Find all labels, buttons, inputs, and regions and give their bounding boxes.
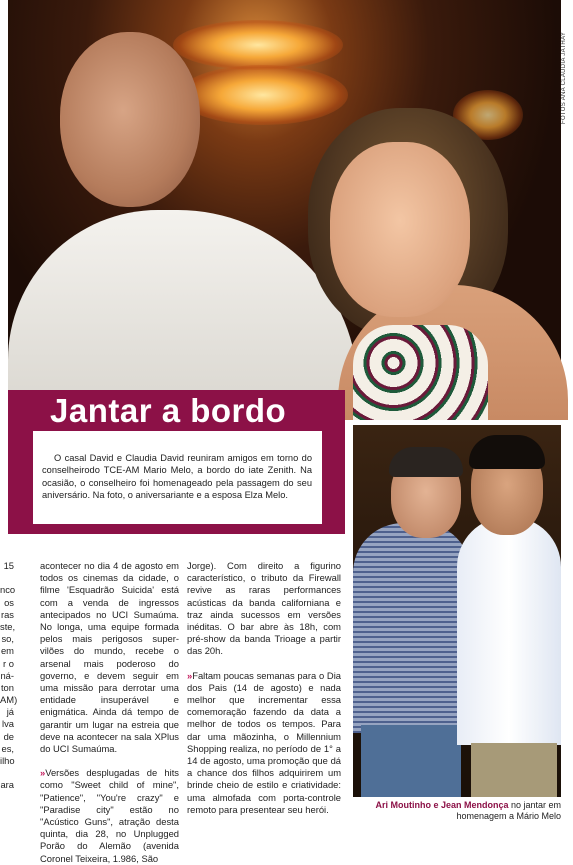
chandelier-light bbox=[173, 20, 343, 70]
fragment-line: ná- bbox=[0, 669, 14, 681]
fragment-line: lva bbox=[2, 718, 14, 730]
fragment-line bbox=[0, 572, 14, 584]
photo-credit: FOTOS ANA CLAUDIA JATHAY bbox=[561, 31, 567, 124]
fragment-line: 15 bbox=[3, 560, 14, 571]
man1-shirt bbox=[353, 523, 471, 733]
caption-names: Ari Moutinho e Jean Mendonça bbox=[375, 800, 509, 810]
previous-column-fragment bbox=[0, 560, 18, 792]
fragment-line: ara bbox=[0, 779, 14, 791]
caption-rest: no jantar em homenagem a Mário Melo bbox=[456, 800, 561, 821]
fragment-line: ste, bbox=[0, 620, 16, 632]
fragment-line: já bbox=[6, 706, 14, 718]
photo-caption: O casal David e Claudia David reuniram amigos em torno do conselheirodo TCE-AM Mario Melo, a bordo do iate Zenith. Na ocasião, o conselheiro foi homenageado pela passagem do seu aniversário. Na foto, o aniversariante e a esposa Elza Melo. bbox=[42, 453, 312, 500]
arrow-icon: » bbox=[40, 767, 46, 779]
fragment-line: ras bbox=[0, 608, 14, 620]
fragment-line: em bbox=[0, 645, 14, 657]
fragment-line: so, bbox=[1, 633, 14, 645]
woman-face bbox=[330, 142, 470, 317]
fragment-line: es, bbox=[1, 742, 14, 754]
man1-jeans bbox=[361, 725, 461, 797]
fragment-line: nco bbox=[0, 584, 16, 596]
fragment-line: de bbox=[3, 730, 14, 742]
fragment-line bbox=[0, 767, 14, 779]
paragraph bbox=[187, 670, 341, 816]
article-column-1 bbox=[40, 560, 179, 865]
arrow-icon: » bbox=[187, 669, 193, 681]
man-face bbox=[60, 32, 200, 207]
paragraph-text: Versões desplugadas de hits como "Sweet child of mine", "Patience", "You're crazy" e "Paradise city" estão no "Acústico Guns", atração desta quinta, dia 28, no Unplugged Porão do Alemão (avenida Coronel Teixeira, 1.986, São bbox=[40, 767, 179, 864]
paragraph: acontecer no dia 4 de agosto em todos os cinemas da cidade, o filme 'Esquadrão Suicida' está com a venda de ingressos antecipados no UCI Sumaúma. No longa, uma equipe formada pelos mais perigosos super-vilões do mundo, recebe o arsenal mais poderoso do governo, e devem seguir em uma missão para derrotar uma entidade insuperável e enigmática. Ainda dá tempo de garantir um lugar na estreia que deve na acontecer na sala XPlus do UCI Sumaúma. bbox=[40, 560, 179, 755]
woman-dress bbox=[353, 325, 488, 420]
headline: Jantar a bordo bbox=[50, 392, 287, 429]
paragraph-text: Faltam poucas semanas para o Dia dos Pais (14 de agosto) e nada melhor que incrementar essa comemoração fazendo da data a melhor de todos os tempos. Para dar uma mãozinha, o Millennium Shopping realiza, no período de 1° a 14 de agosto, uma promoção que dá a chance dos filhos adquirirem um brinde cheio de estilo e criatividade: uma almofada com porta-controle remoto para presentear seu herói. bbox=[187, 669, 341, 815]
paragraph: Jorge). Com direito a figurino característico, o tributo da Firewall revive as raras performances acústicas da banda californiana e traz ainda sucessos em versões inéditas. O bar abre às 18h, com pré-show da banda Trioage a partir das 20h. bbox=[187, 560, 341, 657]
secondary-photo bbox=[353, 425, 561, 797]
article-column-2 bbox=[187, 560, 341, 816]
fragment-line: ilho bbox=[0, 755, 15, 766]
fragment-line: AM) bbox=[0, 694, 18, 706]
fragment-line: r o bbox=[3, 657, 14, 669]
man-shirt bbox=[8, 210, 358, 420]
man2-trousers bbox=[471, 743, 557, 797]
man2-hair bbox=[469, 435, 545, 469]
man1-hair bbox=[389, 447, 463, 477]
main-photo bbox=[8, 0, 561, 413]
fragment-line: ton bbox=[0, 681, 14, 693]
man2-shirt bbox=[457, 517, 561, 745]
paragraph bbox=[40, 767, 179, 865]
secondary-photo-caption bbox=[353, 800, 561, 822]
fragment-line: os bbox=[4, 596, 14, 608]
chandelier-light bbox=[178, 65, 348, 125]
